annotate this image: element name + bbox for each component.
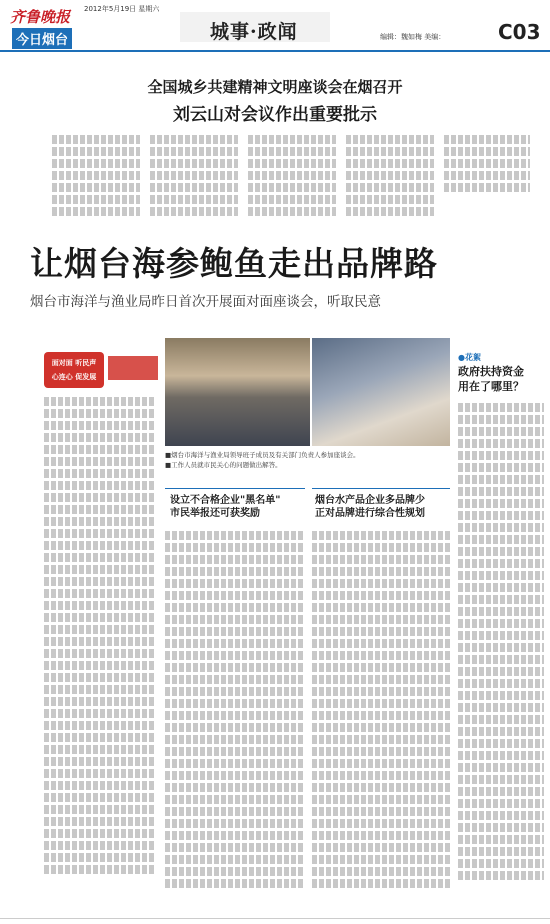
story1-col3 [248,132,336,216]
story1-col2 [150,132,238,216]
story1-col4 [346,132,434,216]
issue-date: 2012年5月19日 星期六 [84,5,160,13]
badge-tag [108,356,158,380]
story1-col1 [52,132,140,216]
photo-caption-2: ■工作人员就市民关心的问题做出解答。 [165,461,282,469]
photo-caption-1: ■烟台市海洋与渔业局领导班子成员及有关部门负责人参加座谈会。 [165,451,360,459]
story1-col5 [444,132,530,192]
section-title: 城事·政闻 [210,21,298,43]
subhead1-body [165,528,305,888]
sidebar-title: 政府扶持资金 用在了哪里？ [458,365,524,393]
header-rule [0,50,550,52]
edition-label: 今日烟台 [12,28,72,49]
story2-subheadline: 烟台市海洋与渔业局昨日首次开展面对面座谈会，听取民意 [30,294,381,310]
subhead2-body [312,528,450,888]
sidebar-kicker: ●花絮 [458,353,481,362]
photo-captions [165,450,450,470]
subhead2-rule [312,488,450,489]
story1-body [52,132,532,218]
staff-answer-photo [312,338,450,446]
story2-left-column [44,394,156,874]
meeting-photo [165,338,310,446]
subhead2: 烟台水产品企业多品牌少 正对品牌进行综合性规划 [315,495,425,519]
story2-headline: 让烟台海参鲍鱼走出品牌路 [30,244,438,283]
story1-headline: 全国城乡共建精神文明座谈会在烟召开 [147,78,403,96]
editor-credit: 编辑：魏如梅 美编： [380,33,446,41]
subhead1: 设立不合格企业"黑名单" 市民举报还可获奖励 [170,495,281,519]
page-bottom-rule [0,918,550,919]
campaign-badge [44,352,104,388]
story1-subheadline: 刘云山对会议作出重要批示 [173,105,377,125]
paper-logo: 齐鲁晚报 [10,8,71,26]
masthead [0,0,550,52]
badge-line2: 心连心 促发展 [51,373,97,381]
subhead1-rule [165,488,305,489]
sidebar-body [458,400,544,880]
badge-line1: 面对面 听民声 [51,359,97,367]
page-number: C03 [498,20,541,44]
